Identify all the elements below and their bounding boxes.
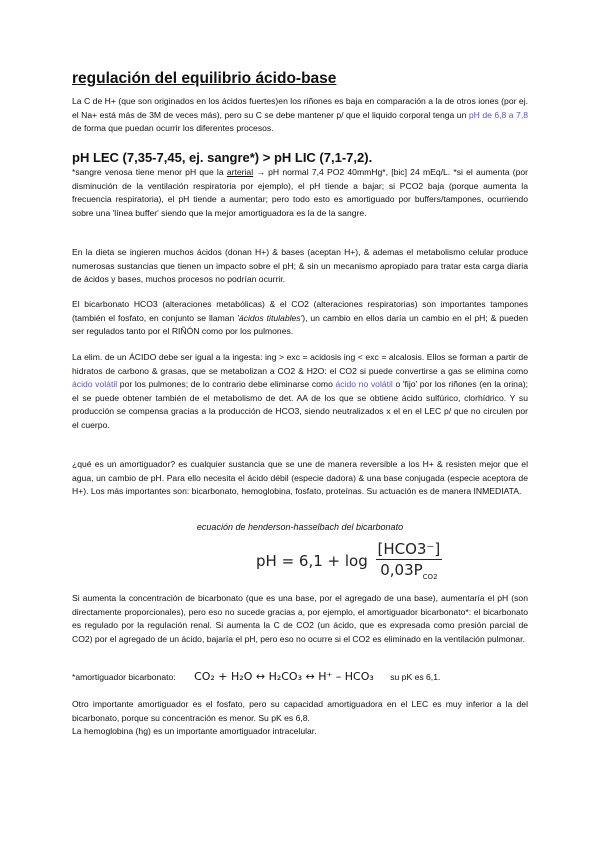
- p1-text-b: → pH normal 7,4 PO2 40mmHg*, [bic] 24 mEq/L. *si el aumenta (por disminución de la ventilación respiratoria por ejemplo), el pH tiende a bajar; si PCO2 baja (porque aumenta la frecuencia respiratoria), el pH tiende a aumentar; pero todo esto es amortiguado por buffers/tampones, ocurriendo sobre una 'línea buffer' siendo que la mejor amortiguadora es la de la sangre.: [72, 167, 528, 218]
- bicarbonate-buffer-line: [72, 670, 440, 683]
- paragraph-diet: En la dieta se ingieren muchos ácidos (donan H+) & bases (aceptan H+), & ademas el metabolismo celular produce numerosas sustancias que tienen un impacto sobre el pH; & sin un mecanismo apropiado para tratar esta carga diaria de ácidos y bases, muchos procesos no podrían ocurrir.: [72, 247, 528, 285]
- equation-fraction: [376, 540, 443, 581]
- intro-paragraph: [72, 95, 528, 136]
- equation-lhs: pH = 6,1 + log: [256, 551, 368, 570]
- ph-range-highlight: pH de 6,8 a 7,8: [468, 109, 528, 120]
- paragraph-hemoglobin: La hemoglobina (hg) es un importante amortiguador intracelular.: [72, 726, 317, 736]
- intro-text-end: de forma que puedan ocurrir los diferentes procesos.: [72, 123, 274, 134]
- paragraph-phosphate: Otro importante amortiguador es el fosfato, pero su capacidad amortiguadora en el LEC es muy inferior a la del bicarbonato, porque su concentración es menor. Su pK es 6,8.: [72, 699, 528, 723]
- henderson-hasselbalch-equation: [256, 540, 442, 581]
- ph-heading: pH LEC (7,35-7,45, ej. sangre*) > pH LIC (7,1-7,2).: [72, 150, 373, 165]
- equation-denominator: [376, 560, 443, 581]
- buffer-reaction: CO₂ + H₂O ↔ H₂CO₃ ↔ H⁺ – HCO₃: [194, 670, 374, 683]
- intro-text: La C de H+ (que son originados en los ácidos fuertes)en los riñones es baja en comparación a la de otros iones (por ej. el Na+ está más de 3M de veces más), pero su C se debe mantener p/ que el liquido corporal tenga un: [72, 96, 528, 120]
- arterial-underlined: arterial: [226, 167, 254, 177]
- acidos-titulables: 'ácidos titulables': [237, 312, 303, 323]
- paragraph-bicarbonate: [72, 298, 528, 339]
- volatile-acid-highlight: ácido volátil: [72, 379, 118, 390]
- paragraph-bicarbonate-increase: Si aumenta la concentración de bicarbonato (que es una base, por el agregado de una base), aumentaría el pH (son directamente proporcionales), pero eso no sucede gracias a, por ejemplo, el amortiguador bicarbonato*: el bicarbonato es regulado por la regulación renal. Si aumenta la C de CO2 (un ácido, que es expresada como presión parcial de CO2) por el agregado de un ácido, bajaría el pH, pero eso no ocurre si el CO2 es eliminado en la ventilación pulmonar.: [72, 593, 528, 644]
- p4-text-c: o 'fijo' por los riñones (en la orina); el se puede obtener también de el metabolismo de det. AA de los que se obtiene ácido sulfúrico, clorhídrico. Y su producción se compensa gracias a la producción de HCO3, siendo neutralizados x el en el LEC p/ que no circulen por el cuerpo.: [72, 379, 528, 430]
- p4-text-a: La elim. de un ÁCIDO debe ser igual a la ingesta: ing > exc = acidosis ing < exc = alcalosis. Ellos se forman a partir de hidratos de carbono & grasas, que se metabolizan a CO2 & H2O: el CO2 si puede convertirse a gas se elimina como: [72, 352, 528, 376]
- p4-text-b: por los pulmones; de lo contrario debe eliminarse como: [117, 379, 336, 390]
- p3-text-b: ), un cambio en ellos daría un cambio en el pH; & pueden ser regulados tanto por el RIÑÓN como por los pulmones.: [72, 312, 528, 337]
- buffer-pk: su pK es 6,1.: [390, 672, 441, 682]
- p1-text-a: *sangre venosa tiene menor pH que la: [72, 167, 227, 177]
- equation-numerator: [HCO3⁻]: [377, 540, 441, 558]
- document-title: regulación del equilibrio ácido-base: [72, 70, 337, 87]
- paragraph-buffer-definition: ¿qué es un amortiguador? es cualquier sustancia que se une de manera reversible a los H+ & resisten mejor que el agua, un cambio de pH. Para ello necesita el ácido débil (especie dadora) & una base conjugada (especie aceptora de H+). Los más importantes son: bicarbonato, hemoglobina, fosfato, proteínas. Su actuación es de manera INMEDIATA.: [72, 459, 528, 497]
- denominator-subscript: CO2: [422, 573, 438, 581]
- paragraph-venous-blood: [72, 166, 528, 220]
- p3-text-a: El bicarbonato HCO3 (alteraciones metabólicas) & el CO2 (alteraciones respiratorias) son importantes tampones (también el fosfato, en conjunto se llaman: [72, 299, 528, 323]
- buffer-label: *amortiguador bicarbonato:: [72, 672, 176, 682]
- denominator-text: 0,03P: [380, 561, 423, 579]
- paragraph-acid-elimination: [72, 351, 528, 433]
- equation-caption: ecuación de henderson-hasselbach del bicarbonato: [196, 522, 404, 532]
- nonvolatile-acid-highlight: ácido no volátil: [335, 379, 393, 390]
